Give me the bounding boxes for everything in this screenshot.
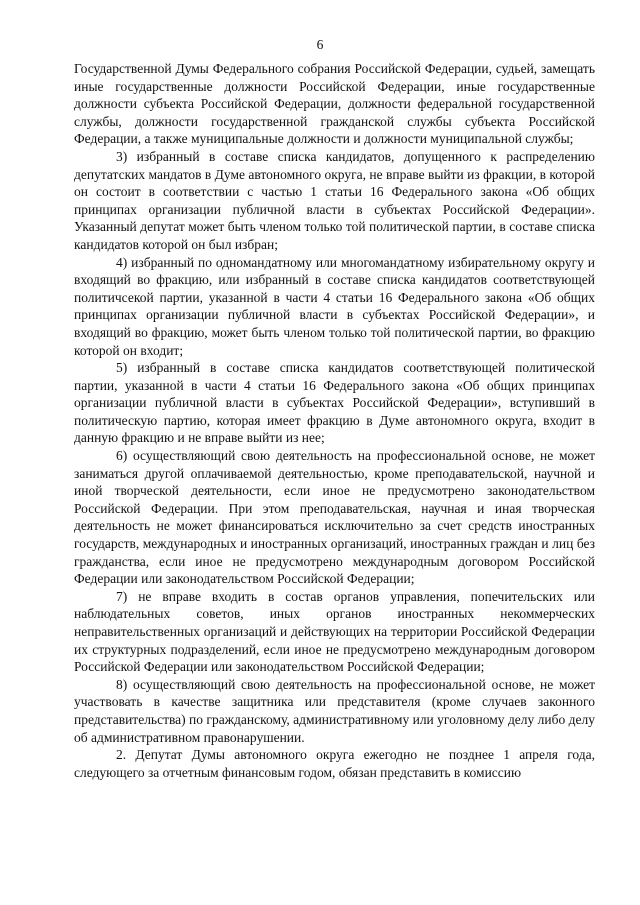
document-body — [74, 60, 595, 781]
paragraph-section-2: 2. Депутат Думы автономного округа ежегодно не позднее 1 апреля года, следующего за отчетным финансовым годом, обязан представить в комиссию — [74, 747, 595, 780]
paragraph-item-8: 8) осуществляющий свою деятельность на профессиональной основе, не может участвовать в качестве защитника или представителя (кроме случаев законного представительства) по гражданскому, административному или уголовному делу либо делу об административном правонарушении. — [74, 676, 595, 745]
paragraph-item-3: 3) избранный в составе списка кандидатов, допущенного к распределению депутатских мандатов в Думе автономного округа, не вправе выйти из фракции, в которой он состоит в соответствии с частью 1 статьи 16 Федерального закона «Об общих принципах организации публичной власти в субъектах Российской Федерации». Указанный депутат может быть членом только той политической партии, в составе списка кандидатов которой он был избран; — [74, 148, 595, 252]
paragraph-item-5: 5) избранный в составе списка кандидатов соответствующей политической партии, указанной в части 4 статьи 16 Федерального закона «Об общих принципах организации публичной власти в субъектах Российской Федерации», вступивший в политическую партию, которая имеет фракцию в Думе автономного округа, входит в данную фракцию и не вправе выйти из нее; — [74, 360, 595, 446]
paragraph-item-4: 4) избранный по одномандатному или многомандатному избирательному округу и входящий во фракцию, или избранный в составе списка кандидатов соответствующей политичсекой партии, указанной в части 4 статьи 16 Федерального закона «Об общих принципах организации публичной власти в субъектах Российской Федерации», и входящий во фракцию, может быть членом только той политической партии, во фракцию которой он входит; — [74, 254, 595, 358]
page-number: 6 — [316, 37, 324, 52]
paragraph-item-7: 7) не вправе входить в состав органов управления, попечительских или наблюдательных советов, иных органов иностранных некоммерческих неправительственных организаций и действующих на территории Российской Федерации их структурных подразделений, если иное не предусмотрено международным договором Российской Федерации или законодательством Российской Федерации; — [74, 588, 595, 675]
paragraph-continuation: Государственной Думы Федерального собрания Российской Федерации, судьей, замещать иные государственные должности Российской Федерации, иные государственные должности субъекта Российской Федерации, должности федеральной государственной службы, должности государственной гражданской службы субъекта Российской Федерации, а также муниципальные должности и должности муниципальной службы; — [74, 61, 595, 147]
paragraph-item-6: 6) осуществляющий свою деятельность на профессиональной основе, не может заниматься другой оплачиваемой деятельностью, кроме преподавательской, научной и иной творческой деятельности, если иное не предусмотрено законодательством Российской Федерации. При этом преподавательская, научная и иная творческая деятельность не может финансироваться исключительно за счет средств иностранных государств, международных и иностранных организаций, иностранных граждан и лиц без гражданства, если иное не предусмотрено международным договором Российской Федерации или законодательством Российской Федерации; — [74, 448, 595, 587]
